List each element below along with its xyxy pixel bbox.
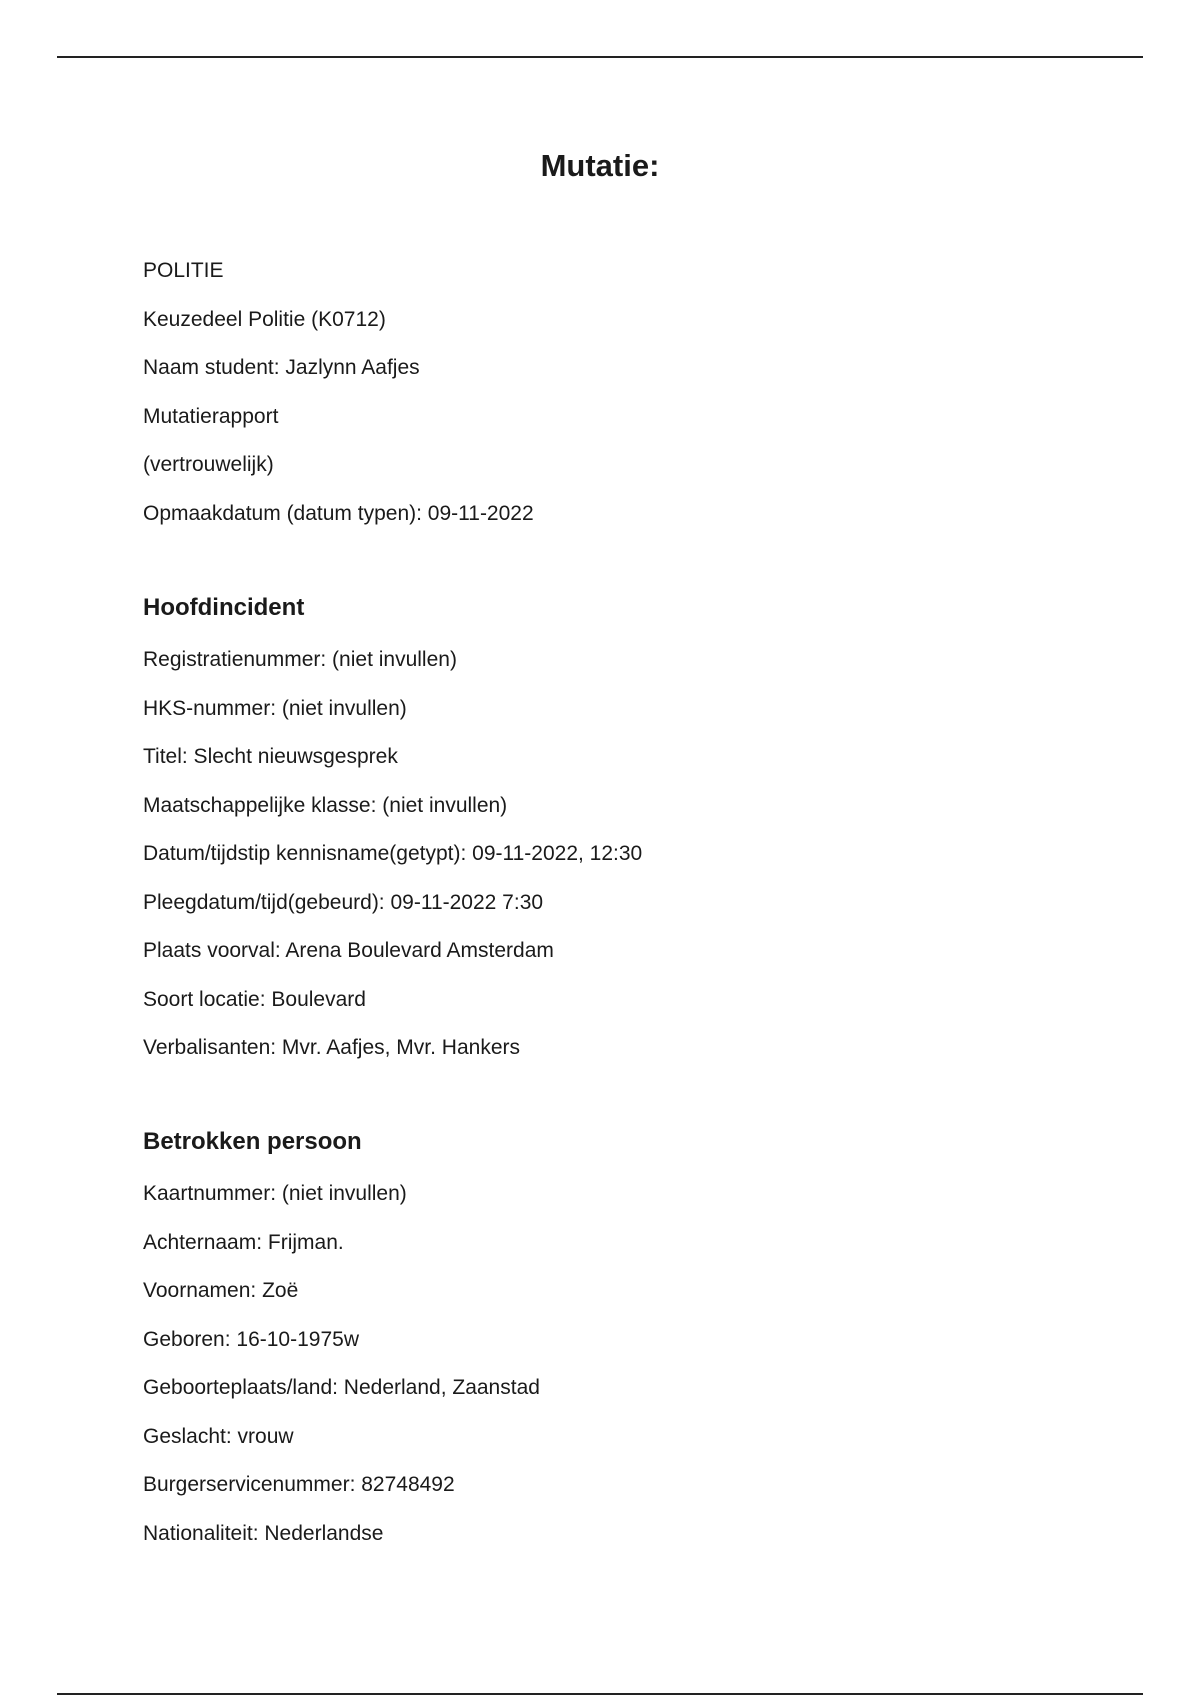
document-title: Mutatie: <box>540 148 660 183</box>
person-line: Nationaliteit: Nederlandse <box>143 1521 384 1545</box>
bottom-rule <box>57 1693 1143 1695</box>
header-line-date: Opmaakdatum (datum typen): 09-11-2022 <box>143 501 534 525</box>
person-line: Geboorteplaats/land: Nederland, Zaanstad <box>143 1376 540 1399</box>
incident-line: Soort locatie: Boulevard <box>143 987 366 1011</box>
incident-line: Titel: Slecht nieuwsgesprek <box>143 745 398 768</box>
person-section <box>143 1170 1143 1558</box>
person-line: Voornamen: Zoë <box>143 1279 299 1302</box>
incident-line: Verbalisanten: Mvr. Aafjes, Mvr. Hankers <box>143 1036 520 1059</box>
person-line: Achternaam: Frijman. <box>143 1230 344 1254</box>
header-block <box>143 247 1143 538</box>
incident-section <box>143 636 1143 1073</box>
incident-line: HKS-nummer: (niet invullen) <box>143 696 407 720</box>
incident-line: Plaats voorval: Arena Boulevard Amsterdam <box>143 939 554 962</box>
header-line-student: Naam student: Jazlynn Aafjes <box>143 356 420 379</box>
header-line-course: Keuzedeel Politie (K0712) <box>143 307 386 331</box>
section-heading-incident: Hoofdincident <box>143 594 305 621</box>
header-line-confidential: (vertrouwelijk) <box>143 453 274 476</box>
person-line: Geslacht: vrouw <box>143 1424 294 1448</box>
person-line: Geboren: 16-10-1975w <box>143 1327 359 1351</box>
header-line-report-type: Mutatierapport <box>143 404 279 428</box>
incident-line: Pleegdatum/tijd(gebeurd): 09-11-2022 7:30 <box>143 890 544 914</box>
incident-line: Maatschappelijke klasse: (niet invullen) <box>143 793 508 817</box>
header-line-organisation: POLITIE <box>143 259 224 282</box>
section-heading-person: Betrokken persoon <box>143 1128 362 1155</box>
incident-line: Datum/tijdstip kennisname(getypt): 09-11-2022, 12:30 <box>143 842 643 865</box>
top-rule <box>57 56 1143 58</box>
person-line: Kaartnummer: (niet invullen) <box>143 1182 407 1205</box>
incident-line: Registratienummer: (niet invullen) <box>143 648 457 671</box>
person-line: Burgerservicenummer: 82748492 <box>143 1473 455 1496</box>
